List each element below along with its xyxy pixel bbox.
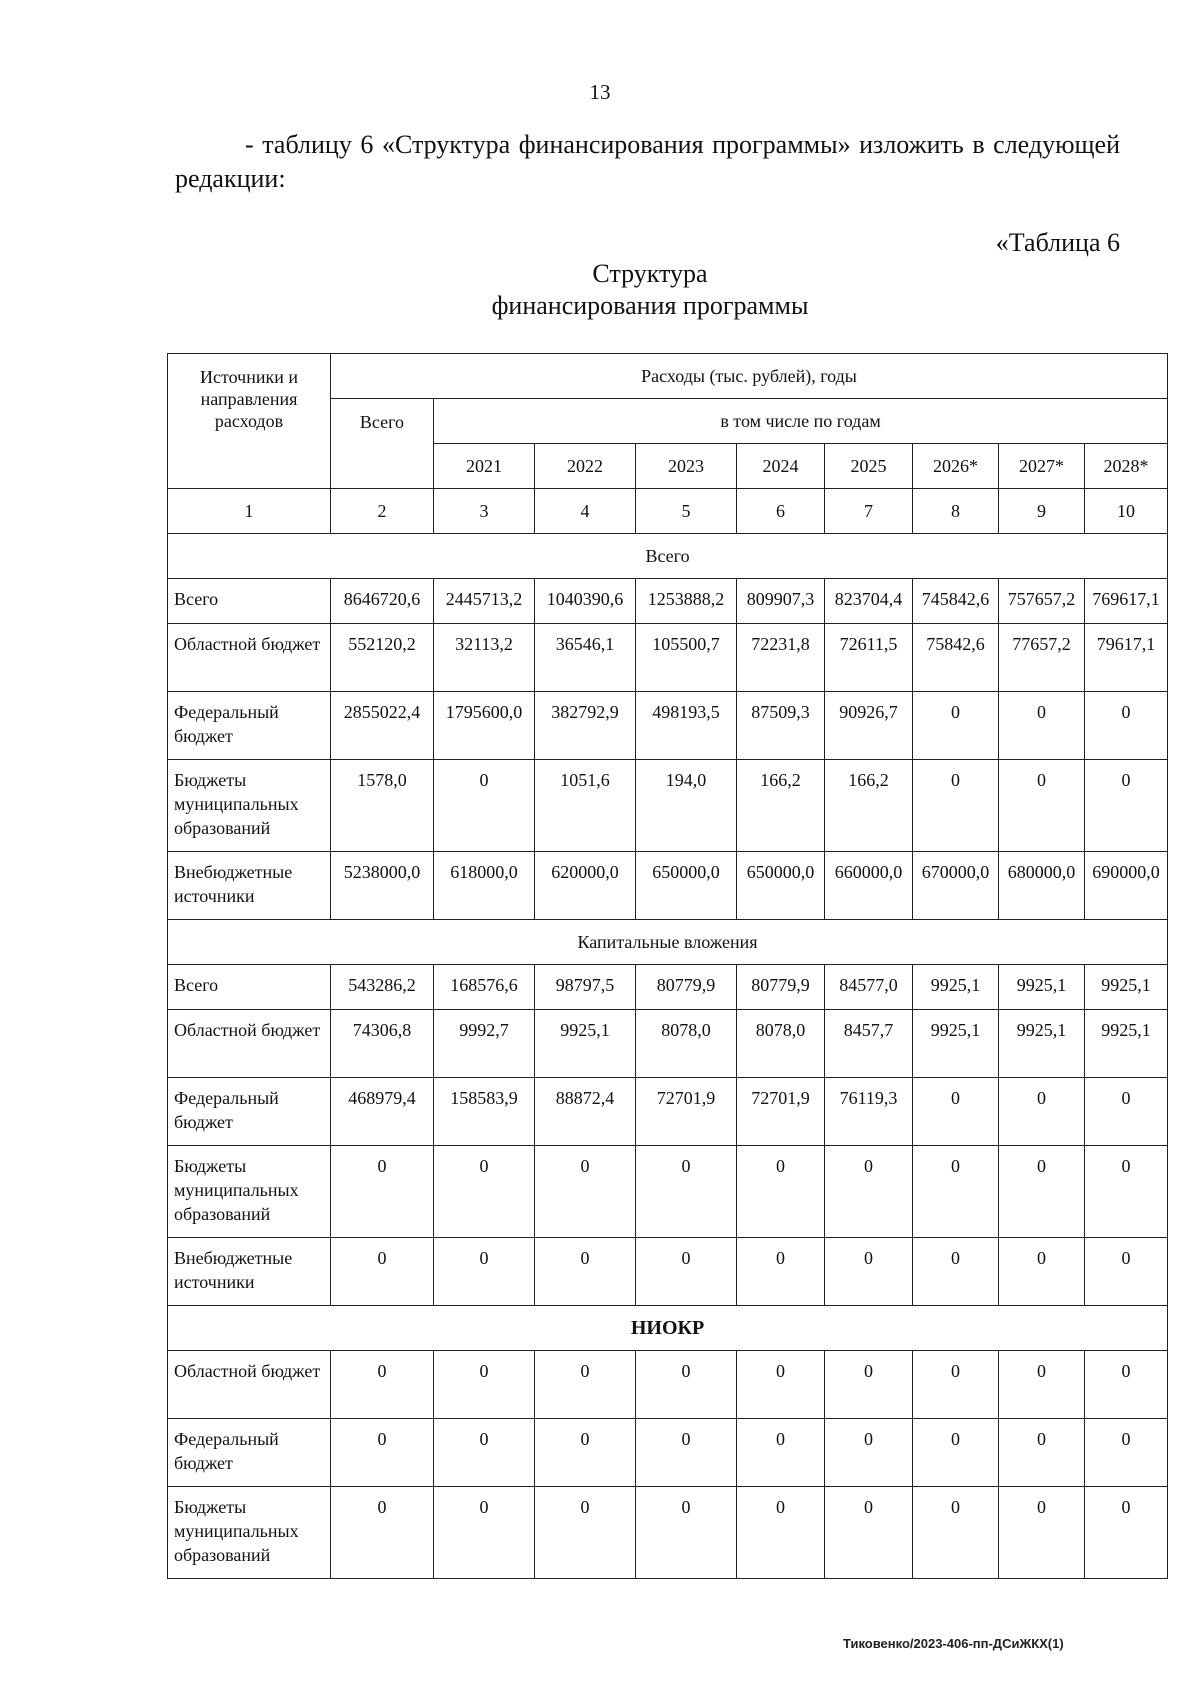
year-header: 2025 xyxy=(825,444,913,489)
column-number: 1 xyxy=(168,489,331,534)
year-header: 2028* xyxy=(1085,444,1168,489)
value-cell: 0 xyxy=(913,1238,999,1306)
value-cell: 0 xyxy=(535,1238,636,1306)
value-cell: 72701,9 xyxy=(737,1078,825,1146)
value-cell: 0 xyxy=(999,1238,1085,1306)
value-cell: 0 xyxy=(535,1487,636,1579)
value-cell: 80779,9 xyxy=(737,965,825,1010)
row-label: Областной бюджет xyxy=(168,1010,331,1078)
table-row xyxy=(168,1351,1168,1419)
value-cell: 0 xyxy=(535,1351,636,1419)
column-numbers-row xyxy=(168,489,1168,534)
value-cell: 9925,1 xyxy=(913,965,999,1010)
value-cell: 552120,2 xyxy=(331,624,434,692)
value-cell: 0 xyxy=(825,1238,913,1306)
value-cell: 1578,0 xyxy=(331,760,434,852)
value-cell: 9925,1 xyxy=(913,1010,999,1078)
header-by-year: в том числе по годам xyxy=(434,399,1168,444)
row-label: Бюджеты муниципальных образований xyxy=(168,1487,331,1579)
value-cell: 0 xyxy=(913,760,999,852)
value-cell: 0 xyxy=(434,1238,535,1306)
year-header: 2022 xyxy=(535,444,636,489)
table-row xyxy=(168,965,1168,1010)
value-cell: 0 xyxy=(1085,1146,1168,1238)
table-title-line2: финансирования программы xyxy=(491,291,809,320)
row-label: Всего xyxy=(168,965,331,1010)
value-cell: 757657,2 xyxy=(999,579,1085,624)
value-cell: 618000,0 xyxy=(434,852,535,920)
value-cell: 166,2 xyxy=(825,760,913,852)
value-cell: 79617,1 xyxy=(1085,624,1168,692)
header-expenses: Расходы (тыс. рублей), годы xyxy=(331,354,1168,399)
value-cell: 168576,6 xyxy=(434,965,535,1010)
value-cell: 0 xyxy=(999,692,1085,760)
value-cell: 2445713,2 xyxy=(434,579,535,624)
column-number: 5 xyxy=(636,489,737,534)
value-cell: 105500,7 xyxy=(636,624,737,692)
value-cell: 2855022,4 xyxy=(331,692,434,760)
value-cell: 75842,6 xyxy=(913,624,999,692)
value-cell: 76119,3 xyxy=(825,1078,913,1146)
value-cell: 690000,0 xyxy=(1085,852,1168,920)
value-cell: 0 xyxy=(737,1238,825,1306)
value-cell: 0 xyxy=(331,1487,434,1579)
value-cell: 543286,2 xyxy=(331,965,434,1010)
value-cell: 0 xyxy=(913,1078,999,1146)
value-cell: 0 xyxy=(737,1419,825,1487)
year-header: 2021 xyxy=(434,444,535,489)
value-cell: 0 xyxy=(737,1351,825,1419)
value-cell: 9925,1 xyxy=(1085,965,1168,1010)
value-cell: 660000,0 xyxy=(825,852,913,920)
value-cell: 0 xyxy=(331,1238,434,1306)
page-number: 13 xyxy=(589,80,611,104)
table-row xyxy=(168,852,1168,920)
value-cell: 0 xyxy=(636,1419,737,1487)
value-cell: 88872,4 xyxy=(535,1078,636,1146)
value-cell: 769617,1 xyxy=(1085,579,1168,624)
value-cell: 5238000,0 xyxy=(331,852,434,920)
value-cell: 9992,7 xyxy=(434,1010,535,1078)
value-cell: 0 xyxy=(535,1146,636,1238)
value-cell: 9925,1 xyxy=(535,1010,636,1078)
value-cell: 823704,4 xyxy=(825,579,913,624)
column-number: 8 xyxy=(913,489,999,534)
value-cell: 0 xyxy=(825,1419,913,1487)
row-label: Федеральный бюджет xyxy=(168,1419,331,1487)
value-cell: 0 xyxy=(331,1351,434,1419)
value-cell: 0 xyxy=(999,760,1085,852)
column-number: 4 xyxy=(535,489,636,534)
value-cell: 87509,3 xyxy=(737,692,825,760)
row-label: Внебюджетные источники xyxy=(168,1238,331,1306)
value-cell: 468979,4 xyxy=(331,1078,434,1146)
column-number: 6 xyxy=(737,489,825,534)
value-cell: 8457,7 xyxy=(825,1010,913,1078)
table-row xyxy=(168,1078,1168,1146)
value-cell: 8078,0 xyxy=(737,1010,825,1078)
value-cell: 0 xyxy=(913,1146,999,1238)
table-title-line1: Структура xyxy=(592,259,708,288)
value-cell: 8078,0 xyxy=(636,1010,737,1078)
value-cell: 0 xyxy=(434,1351,535,1419)
table-row xyxy=(168,579,1168,624)
value-cell: 0 xyxy=(913,1351,999,1419)
value-cell: 77657,2 xyxy=(999,624,1085,692)
row-label: Федеральный бюджет xyxy=(168,1078,331,1146)
value-cell: 670000,0 xyxy=(913,852,999,920)
value-cell: 0 xyxy=(331,1146,434,1238)
section-title: Капитальные вложения xyxy=(168,920,1168,965)
year-header: 2024 xyxy=(737,444,825,489)
section-title: НИОКР xyxy=(168,1306,1168,1351)
table-row xyxy=(168,1146,1168,1238)
year-header: 2026* xyxy=(913,444,999,489)
value-cell: 0 xyxy=(1085,1238,1168,1306)
value-cell: 0 xyxy=(636,1238,737,1306)
value-cell: 0 xyxy=(636,1146,737,1238)
value-cell: 0 xyxy=(434,1146,535,1238)
value-cell: 0 xyxy=(1085,692,1168,760)
value-cell: 680000,0 xyxy=(999,852,1085,920)
value-cell: 0 xyxy=(913,692,999,760)
value-cell: 0 xyxy=(331,1419,434,1487)
value-cell: 0 xyxy=(825,1351,913,1419)
value-cell: 32113,2 xyxy=(434,624,535,692)
column-number: 3 xyxy=(434,489,535,534)
value-cell: 72701,9 xyxy=(636,1078,737,1146)
value-cell: 74306,8 xyxy=(331,1010,434,1078)
table-row xyxy=(168,1238,1168,1306)
value-cell: 0 xyxy=(636,1487,737,1579)
table-row xyxy=(168,760,1168,852)
value-cell: 809907,3 xyxy=(737,579,825,624)
value-cell: 0 xyxy=(999,1351,1085,1419)
value-cell: 650000,0 xyxy=(737,852,825,920)
value-cell: 0 xyxy=(1085,1419,1168,1487)
value-cell: 0 xyxy=(825,1487,913,1579)
value-cell: 0 xyxy=(1085,1487,1168,1579)
column-number: 7 xyxy=(825,489,913,534)
row-label: Бюджеты муниципальных образований xyxy=(168,760,331,852)
table-row xyxy=(168,1419,1168,1487)
value-cell: 0 xyxy=(913,1487,999,1579)
value-cell: 36546,1 xyxy=(535,624,636,692)
value-cell: 0 xyxy=(999,1487,1085,1579)
value-cell: 0 xyxy=(913,1419,999,1487)
table-row xyxy=(168,1487,1168,1579)
value-cell: 0 xyxy=(737,1146,825,1238)
value-cell: 1795600,0 xyxy=(434,692,535,760)
table-row xyxy=(168,692,1168,760)
header-sources: Источники и направления расходов xyxy=(168,354,331,489)
row-label: Внебюджетные источники xyxy=(168,852,331,920)
value-cell: 158583,9 xyxy=(434,1078,535,1146)
section-row xyxy=(168,920,1168,965)
table-row xyxy=(168,1010,1168,1078)
value-cell: 9925,1 xyxy=(999,1010,1085,1078)
value-cell: 72611,5 xyxy=(825,624,913,692)
value-cell: 620000,0 xyxy=(535,852,636,920)
column-number: 2 xyxy=(331,489,434,534)
section-row xyxy=(168,1306,1168,1351)
row-label: Всего xyxy=(168,579,331,624)
table-label: «Таблица 6 xyxy=(995,228,1120,257)
value-cell: 194,0 xyxy=(636,760,737,852)
intro-paragraph: - таблицу 6 «Структура финансирования программы» изложить в следующей редакции: xyxy=(175,130,1120,193)
value-cell: 382792,9 xyxy=(535,692,636,760)
value-cell: 90926,7 xyxy=(825,692,913,760)
value-cell: 0 xyxy=(1085,760,1168,852)
year-header: 2023 xyxy=(636,444,737,489)
value-cell: 0 xyxy=(1085,1078,1168,1146)
value-cell: 84577,0 xyxy=(825,965,913,1010)
row-label: Областной бюджет xyxy=(168,1351,331,1419)
value-cell: 0 xyxy=(434,760,535,852)
value-cell: 0 xyxy=(737,1487,825,1579)
value-cell: 1051,6 xyxy=(535,760,636,852)
table-title xyxy=(0,258,1200,322)
column-number: 10 xyxy=(1085,489,1168,534)
value-cell: 1040390,6 xyxy=(535,579,636,624)
value-cell: 0 xyxy=(1085,1351,1168,1419)
value-cell: 498193,5 xyxy=(636,692,737,760)
section-row xyxy=(168,534,1168,579)
document-footer-id: Тиковенко/2023-406-пп-ДСиЖКХ(1) xyxy=(843,1636,1064,1651)
row-label: Областной бюджет xyxy=(168,624,331,692)
value-cell: 9925,1 xyxy=(999,965,1085,1010)
value-cell: 0 xyxy=(825,1146,913,1238)
table-row xyxy=(168,624,1168,692)
value-cell: 650000,0 xyxy=(636,852,737,920)
row-label: Федеральный бюджет xyxy=(168,692,331,760)
value-cell: 98797,5 xyxy=(535,965,636,1010)
value-cell: 0 xyxy=(636,1351,737,1419)
value-cell: 745842,6 xyxy=(913,579,999,624)
value-cell: 0 xyxy=(434,1419,535,1487)
header-total: Всего xyxy=(331,399,434,489)
value-cell: 8646720,6 xyxy=(331,579,434,624)
section-title: Всего xyxy=(168,534,1168,579)
value-cell: 9925,1 xyxy=(1085,1010,1168,1078)
row-label: Бюджеты муниципальных образований xyxy=(168,1146,331,1238)
value-cell: 0 xyxy=(434,1487,535,1579)
column-number: 9 xyxy=(999,489,1085,534)
value-cell: 0 xyxy=(999,1419,1085,1487)
year-header: 2027* xyxy=(999,444,1085,489)
value-cell: 1253888,2 xyxy=(636,579,737,624)
value-cell: 72231,8 xyxy=(737,624,825,692)
financing-table xyxy=(167,353,1168,1579)
value-cell: 0 xyxy=(535,1419,636,1487)
value-cell: 166,2 xyxy=(737,760,825,852)
value-cell: 80779,9 xyxy=(636,965,737,1010)
value-cell: 0 xyxy=(999,1146,1085,1238)
value-cell: 0 xyxy=(999,1078,1085,1146)
financing-table-wrapper xyxy=(167,353,1168,1579)
